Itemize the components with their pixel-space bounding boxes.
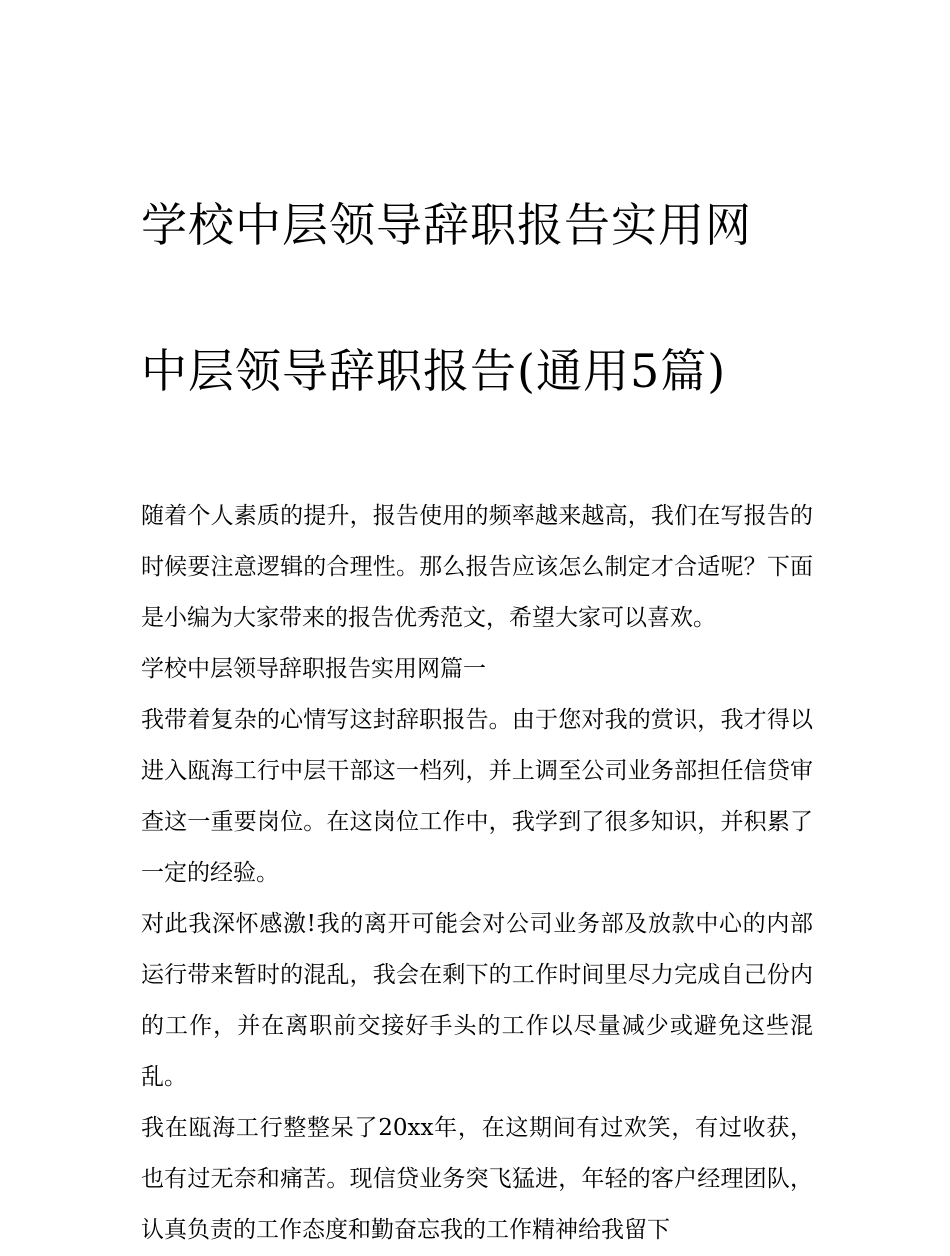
section-heading: 学校中层领导辞职报告实用网篇一: [141, 656, 486, 682]
document-title: [141, 116, 813, 481]
title-line-2: 中层领导辞职报告(通用5篇): [141, 344, 727, 398]
body-paragraph-3: 我在瓯海工行整整呆了20xx年，在这期间有过欢笑，有过收获，也有过无奈和痛苦。现信贷业务突飞猛进，年轻的客户经理团队，认真负责的工作态度和勤奋忘我的工作精神给我留下: [141, 1115, 813, 1243]
title-line-1: 学校中层领导辞职报告实用网: [141, 198, 752, 252]
document-content: [141, 116, 813, 1256]
intro-paragraph: 随着个人素质的提升，报告使用的频率越来越高，我们在写报告的时候要注意逻辑的合理性。那么报告应该怎么制定才合适呢？下面是小编为大家带来的报告优秀范文，希望大家可以喜欢。: [141, 503, 813, 631]
body-paragraph-1: 我带着复杂的心情写这封辞职报告。由于您对我的赏识，我才得以进入瓯海工行中层干部这一档列，并上调至公司业务部担任信贷审查这一重要岗位。在这岗位工作中，我学到了很多知识，并积累了一定的经验。: [141, 707, 813, 886]
body-paragraph-2: 对此我深怀感激!我的离开可能会对公司业务部及放款中心的内部运行带来暂时的混乱，我会在剩下的工作时间里尽力完成自己份内的工作，并在离职前交接好手头的工作以尽量减少或避免这些混乱。: [141, 911, 813, 1090]
